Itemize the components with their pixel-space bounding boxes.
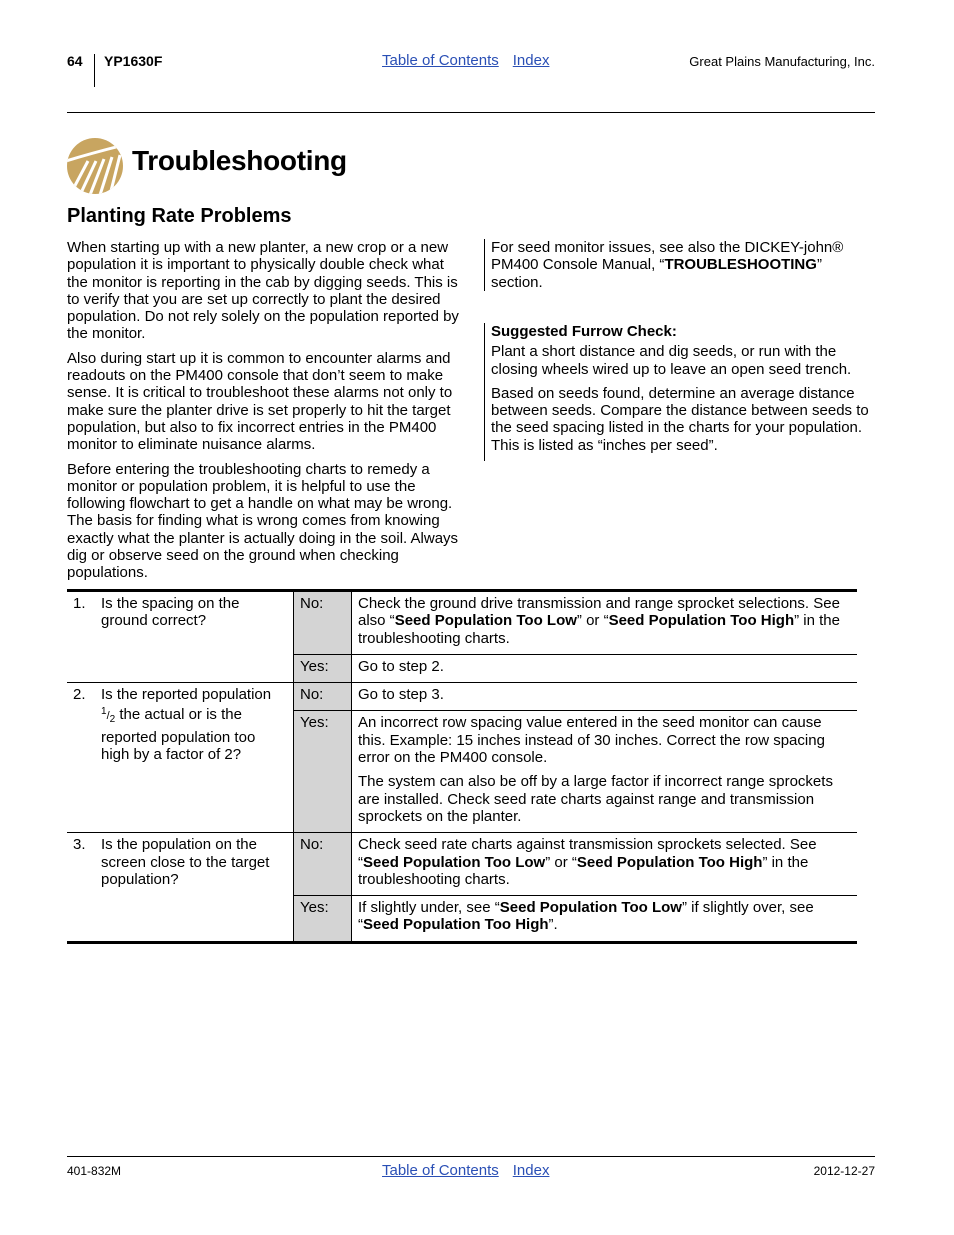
document-number: 401-832M — [67, 1164, 122, 1178]
intro-text — [67, 239, 459, 589]
answer-3-yes: If slightly under, see “Seed Population Too Low” if slightly over, see “Seed Population Too High”. — [352, 896, 858, 943]
intro-paragraph: When starting up with a new planter, a new crop or a new population it is important to physically double check what the monitor is reporting in the cab by digging seeds. This is to verify that you are set up correctly to plant the desired population. Do not rely solely on the population reported by the monitor. — [67, 239, 459, 343]
answer-2-no: Go to step 3. — [352, 683, 858, 711]
header-divider — [94, 54, 95, 87]
intro-paragraph: Before entering the troubleshooting charts to remedy a monitor or population problem, it is helpful to use the following flowchart to get a handle on what may be wrong. The basis for finding what is wrong comes from knowing exactly what the planter is actually doing in the soil. Always dig or observe seed on the ground when checking populations. — [67, 460, 459, 582]
footer-rule — [67, 1156, 875, 1157]
publish-date: 2012-12-27 — [813, 1164, 875, 1178]
company-name: Great Plains Manufacturing, Inc. — [689, 54, 875, 69]
question-2: 2. Is the reported population $^1/_2$ the actual or is the reported population too high by a factor of 2? — [67, 683, 294, 833]
footer-nav — [382, 1162, 549, 1180]
answer-1-no: Check the ground drive transmission and range sprocket selections. See also “Seed Population Too Low” or “Seed Population Too High” in the troubleshooting charts. — [358, 595, 840, 647]
toc-link[interactable]: Table of Contents — [382, 1162, 499, 1179]
yes-label: Yes: — [294, 711, 352, 833]
header-rule — [67, 112, 875, 113]
model-name: YP1630F — [104, 53, 163, 69]
yes-label: Yes: — [294, 654, 352, 682]
no-label: No: — [294, 683, 352, 711]
index-link[interactable]: Index — [512, 1162, 550, 1179]
no-label: No: — [294, 833, 352, 896]
page-title: Troubleshooting — [132, 145, 347, 176]
furrow-paragraph: Based on seeds found, determine an average distance between seeds. Compare the distance between seeds to the seed spacing listed in the charts for your population. This is listed as “inches per seed”. — [491, 384, 869, 454]
answer-2-yes: An incorrect row spacing value entered in the seed monitor can cause this. Example: 15 inches instead of 30 inches. Correct the row spacing error on the PM400 console. The system can also be off by a large factor if incorrect range sprockets are installed. Check seed rate charts against range and transmission sprockets on the planter. — [352, 711, 858, 833]
furrow-heading: Suggested Furrow Check: — [491, 323, 677, 340]
no-label: No: — [294, 591, 352, 655]
answer-1-yes: Go to step 2. — [352, 654, 858, 682]
answer-3-no: Check seed rate charts against transmission sprockets selected. See “Seed Population Too Low” or “Seed Population Too High” in the troubleshooting charts. — [352, 833, 858, 896]
field-logo-icon — [66, 137, 124, 195]
yes-label: Yes: — [294, 896, 352, 943]
furrow-check — [484, 323, 876, 461]
section-title: Planting Rate Problems — [67, 205, 292, 227]
intro-paragraph: Also during start up it is common to encounter alarms and readouts on the PM400 console that don’t seem to make sense. It is critical to troubleshoot these alarms not only to make sure the planter drive is set properly to hit the target population, but also to fix incorrect entries in the PM400 monitor to eliminate nuisance alarms. — [67, 349, 453, 454]
question-1: 1. Is the spacing on the ground correct? — [73, 595, 240, 630]
one-half-fraction: $^1/_2$ — [101, 706, 116, 726]
troubleshooting-flowchart — [67, 589, 857, 944]
header-nav — [382, 52, 549, 70]
monitor-note: For seed monitor issues, see also the DICKEY-john® PM400 Console Manual, “TROUBLESHOOTING” section. — [484, 239, 876, 291]
page-number: 64 — [67, 53, 83, 69]
toc-link[interactable]: Table of Contents — [382, 52, 499, 69]
question-3: 3. Is the population on the screen close to the target population? — [67, 833, 294, 942]
index-link[interactable]: Index — [512, 52, 550, 69]
furrow-paragraph: Plant a short distance and dig seeds, or run with the closing wheels wired up to leave an open seed trench. — [491, 343, 852, 378]
